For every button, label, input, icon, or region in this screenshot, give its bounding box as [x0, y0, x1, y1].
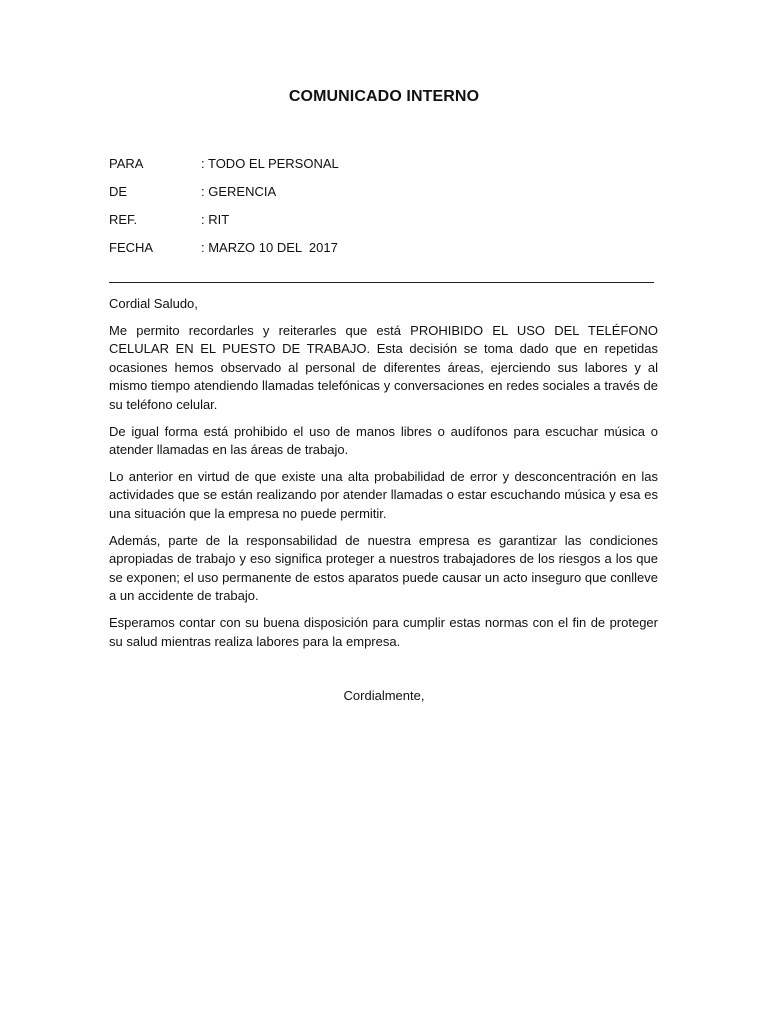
header-label: FECHA [109, 240, 154, 255]
header-row-fecha [109, 240, 339, 268]
header-value: : MARZO 10 DEL 2017 [201, 240, 338, 255]
header-row-ref [109, 212, 339, 240]
header-value: : RIT [201, 212, 230, 227]
memo-body [109, 295, 658, 659]
separator-line [109, 282, 654, 283]
paragraph: Lo anterior en virtud de que existe una alta probabilidad de error y desconcentración en las actividades que se están realizando por atender llamadas o estar escuchando música y esa es una situación que la empresa no puede permitir. [109, 468, 658, 521]
header-row-para [109, 156, 339, 184]
header-label: PARA [109, 156, 144, 171]
header-value: : GERENCIA [201, 184, 277, 199]
document-title: COMUNICADO INTERNO [288, 88, 480, 105]
salutation: Cordial Saludo, [109, 296, 198, 311]
memo-header [109, 156, 339, 268]
header-row-de [109, 184, 339, 212]
paragraph: Además, parte de la responsabilidad de nuestra empresa es garantizar las condiciones apropiadas de trabajo y eso significa proteger a nuestros trabajadores de los riesgos a los que se exponen; el uso permanente de estos aparatos puede causar un acto inseguro que conlleve a un accidente de trabajo. [109, 532, 658, 604]
header-label: REF. [109, 212, 138, 227]
header-label: DE [109, 184, 128, 199]
header-value: : TODO EL PERSONAL [201, 156, 339, 171]
paragraph: De igual forma está prohibido el uso de manos libres o audífonos para escuchar música o atender llamadas en las áreas de trabajo. [109, 423, 658, 458]
closing: Cordialmente, [343, 688, 425, 703]
paragraph: Esperamos contar con su buena disposición para cumplir estas normas con el fin de proteger su salud mientras realiza labores para la empresa. [109, 614, 658, 649]
paragraph: Me permito recordarles y reiterarles que está PROHIBIDO EL USO DEL TELÉFONO CELULAR EN EL PUESTO DE TRABAJO. Esta decisión se toma dado que en repetidas ocasiones hemos observado al personal de diferentes áreas, ejerciendo sus labores y al mismo tiempo atendiendo llamadas telefónicas y conversaciones en redes sociales a través de su teléfono celular. [109, 322, 658, 412]
